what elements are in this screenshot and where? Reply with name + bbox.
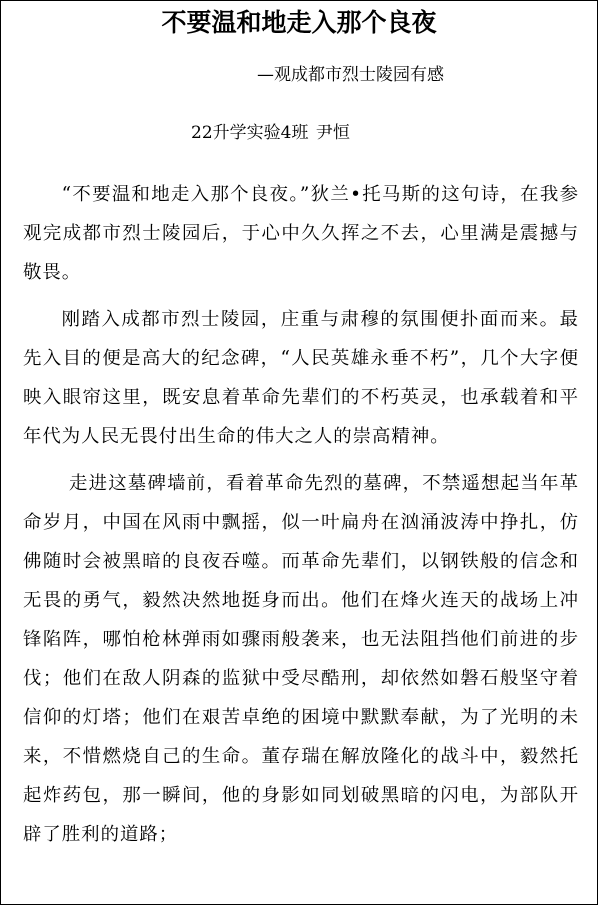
paragraph-3: 走进这墓碑墙前，看着革命先烈的墓碑，不禁遥想起当年革命岁月，中国在风雨中飘摇，似一叶扁舟在汹涌波涛中挣扎，仿佛随时会被黑暗的良夜吞噬。而革命先辈们，以钢铁般的信念和无畏的勇气，毅然决然地挺身而出。他们在烽火连天的战场上冲锋陷阵，哪怕枪林弹雨如骤雨般袭来，也无法阻挡他们前进的步伐；他们在敌人阴森的监狱中受尽酷刑，却依然如磐石般坚守着信仰的灯塔；他们在艰苦卓绝的困境中默默奉献，为了光明的未来，不惜燃烧自己的生命。董存瑞在解放隆化的战斗中，毅然托起炸药包，那一瞬间，他的身影如同划破黑暗的闪电，为部队开辟了胜利的道路； — [23, 473, 579, 845]
paragraph-1: “不要温和地走入那个良夜。”狄兰•托马斯的这句诗，在我参观完成都市烈士陵园后，于心中久久挥之不去，心里满是震撼与敬畏。 — [23, 184, 579, 283]
paragraph-2: 刚踏入成都市烈士陵园，庄重与肃穆的氛围便扑面而来。最先入目的便是高大的纪念碑，“人民英雄永垂不朽”，几个大字便映入眼帘这里，既安息着革命先辈们的不朽英灵，也承载着和平年代为人民无畏付出生命的伟大之人的崇高精神。 — [23, 309, 579, 447]
document-body — [23, 175, 579, 862]
document-title: 不要温和地走入那个良夜 — [161, 8, 437, 37]
author-byline: 22升学实验4班 尹恒 — [191, 123, 350, 143]
document-subtitle: —观成都市烈士陵园有感 — [257, 65, 444, 85]
